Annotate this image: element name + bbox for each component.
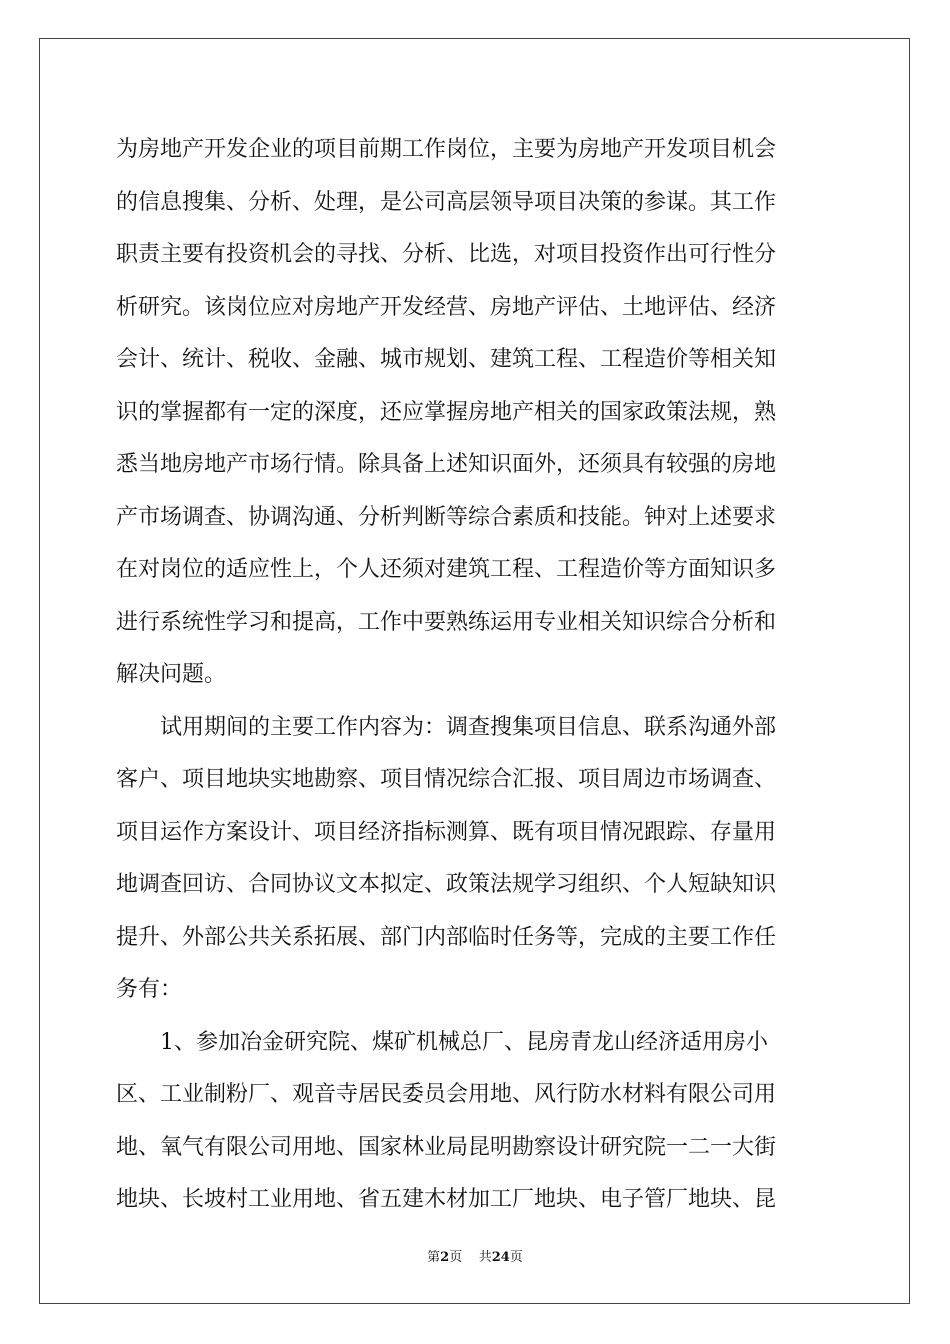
total-suffix: 页 (509, 1250, 523, 1265)
page-suffix: 页 (449, 1250, 463, 1265)
text-line: 职责主要有投资机会的寻找、分析、比选，对项目投资作出可行性分 (116, 242, 777, 267)
total-prefix: 共 (478, 1250, 492, 1265)
page-number: 2 (440, 1250, 450, 1265)
document-body (116, 124, 836, 1227)
page-prefix: 第 (427, 1250, 441, 1265)
text-line: 在对岗位的适应性上，个人还须对建筑工程、工程造价等方面知识多 (116, 557, 777, 582)
text-line: 会计、统计、税收、金融、城市规划、建筑工程、工程造价等相关知 (116, 347, 777, 372)
text-line: 试用期间的主要工作内容为：调查搜集项目信息、联系沟通外部 (116, 714, 777, 740)
text-line: 产市场调查、协调沟通、分析判断等综合素质和技能。钟对上述要求 (116, 504, 777, 530)
text-line: 提升、外部公共关系拓展、部门内部临时任务等，完成的主要工作任 (116, 924, 777, 950)
total-pages: 24 (491, 1250, 510, 1265)
text-line: 务有： (116, 977, 183, 1002)
text-line: 1、参加冶金研究院、煤矿机械总厂、昆房青龙山经济适用房小 (116, 1029, 768, 1055)
text-line: 析研究。该岗位应对房地产开发经营、房地产评估、土地评估、经济 (116, 294, 777, 320)
text-line: 地、氧气有限公司用地、国家林业局昆明勘察设计研究院一二一大街 (116, 1134, 777, 1160)
text-line: 区、工业制粉厂、观音寺居民委员会用地、风行防水材料有限公司用 (116, 1082, 777, 1107)
text-line: 解决问题。 (116, 662, 227, 687)
page-footer (0, 1246, 950, 1265)
text-line: 的信息搜集、分析、处理，是公司高层领导项目决策的参谋。其工作 (116, 189, 777, 215)
text-line: 地调查回访、合同协议文本拟定、政策法规学习组织、个人短缺知识 (116, 872, 777, 897)
text-line: 识的掌握都有一定的深度，还应掌握房地产相关的国家政策法规，熟 (116, 399, 777, 425)
text-line: 为房地产开发企业的项目前期工作岗位，主要为房地产开发项目机会 (116, 137, 777, 162)
text-line: 项目运作方案设计、项目经济指标测算、既有项目情况跟踪、存量用 (116, 819, 777, 845)
text-line: 进行系统性学习和提高，工作中要熟练运用专业相关知识综合分析和 (116, 609, 777, 635)
text-line: 悉当地房地产市场行情。除具备上述知识面外，还须具有较强的房地 (116, 452, 777, 477)
text-line: 客户、项目地块实地勘察、项目情况综合汇报、项目周边市场调查、 (116, 767, 777, 792)
text-line: 地块、长坡村工业用地、省五建木材加工厂地块、电子管厂地块、昆 (116, 1187, 777, 1212)
